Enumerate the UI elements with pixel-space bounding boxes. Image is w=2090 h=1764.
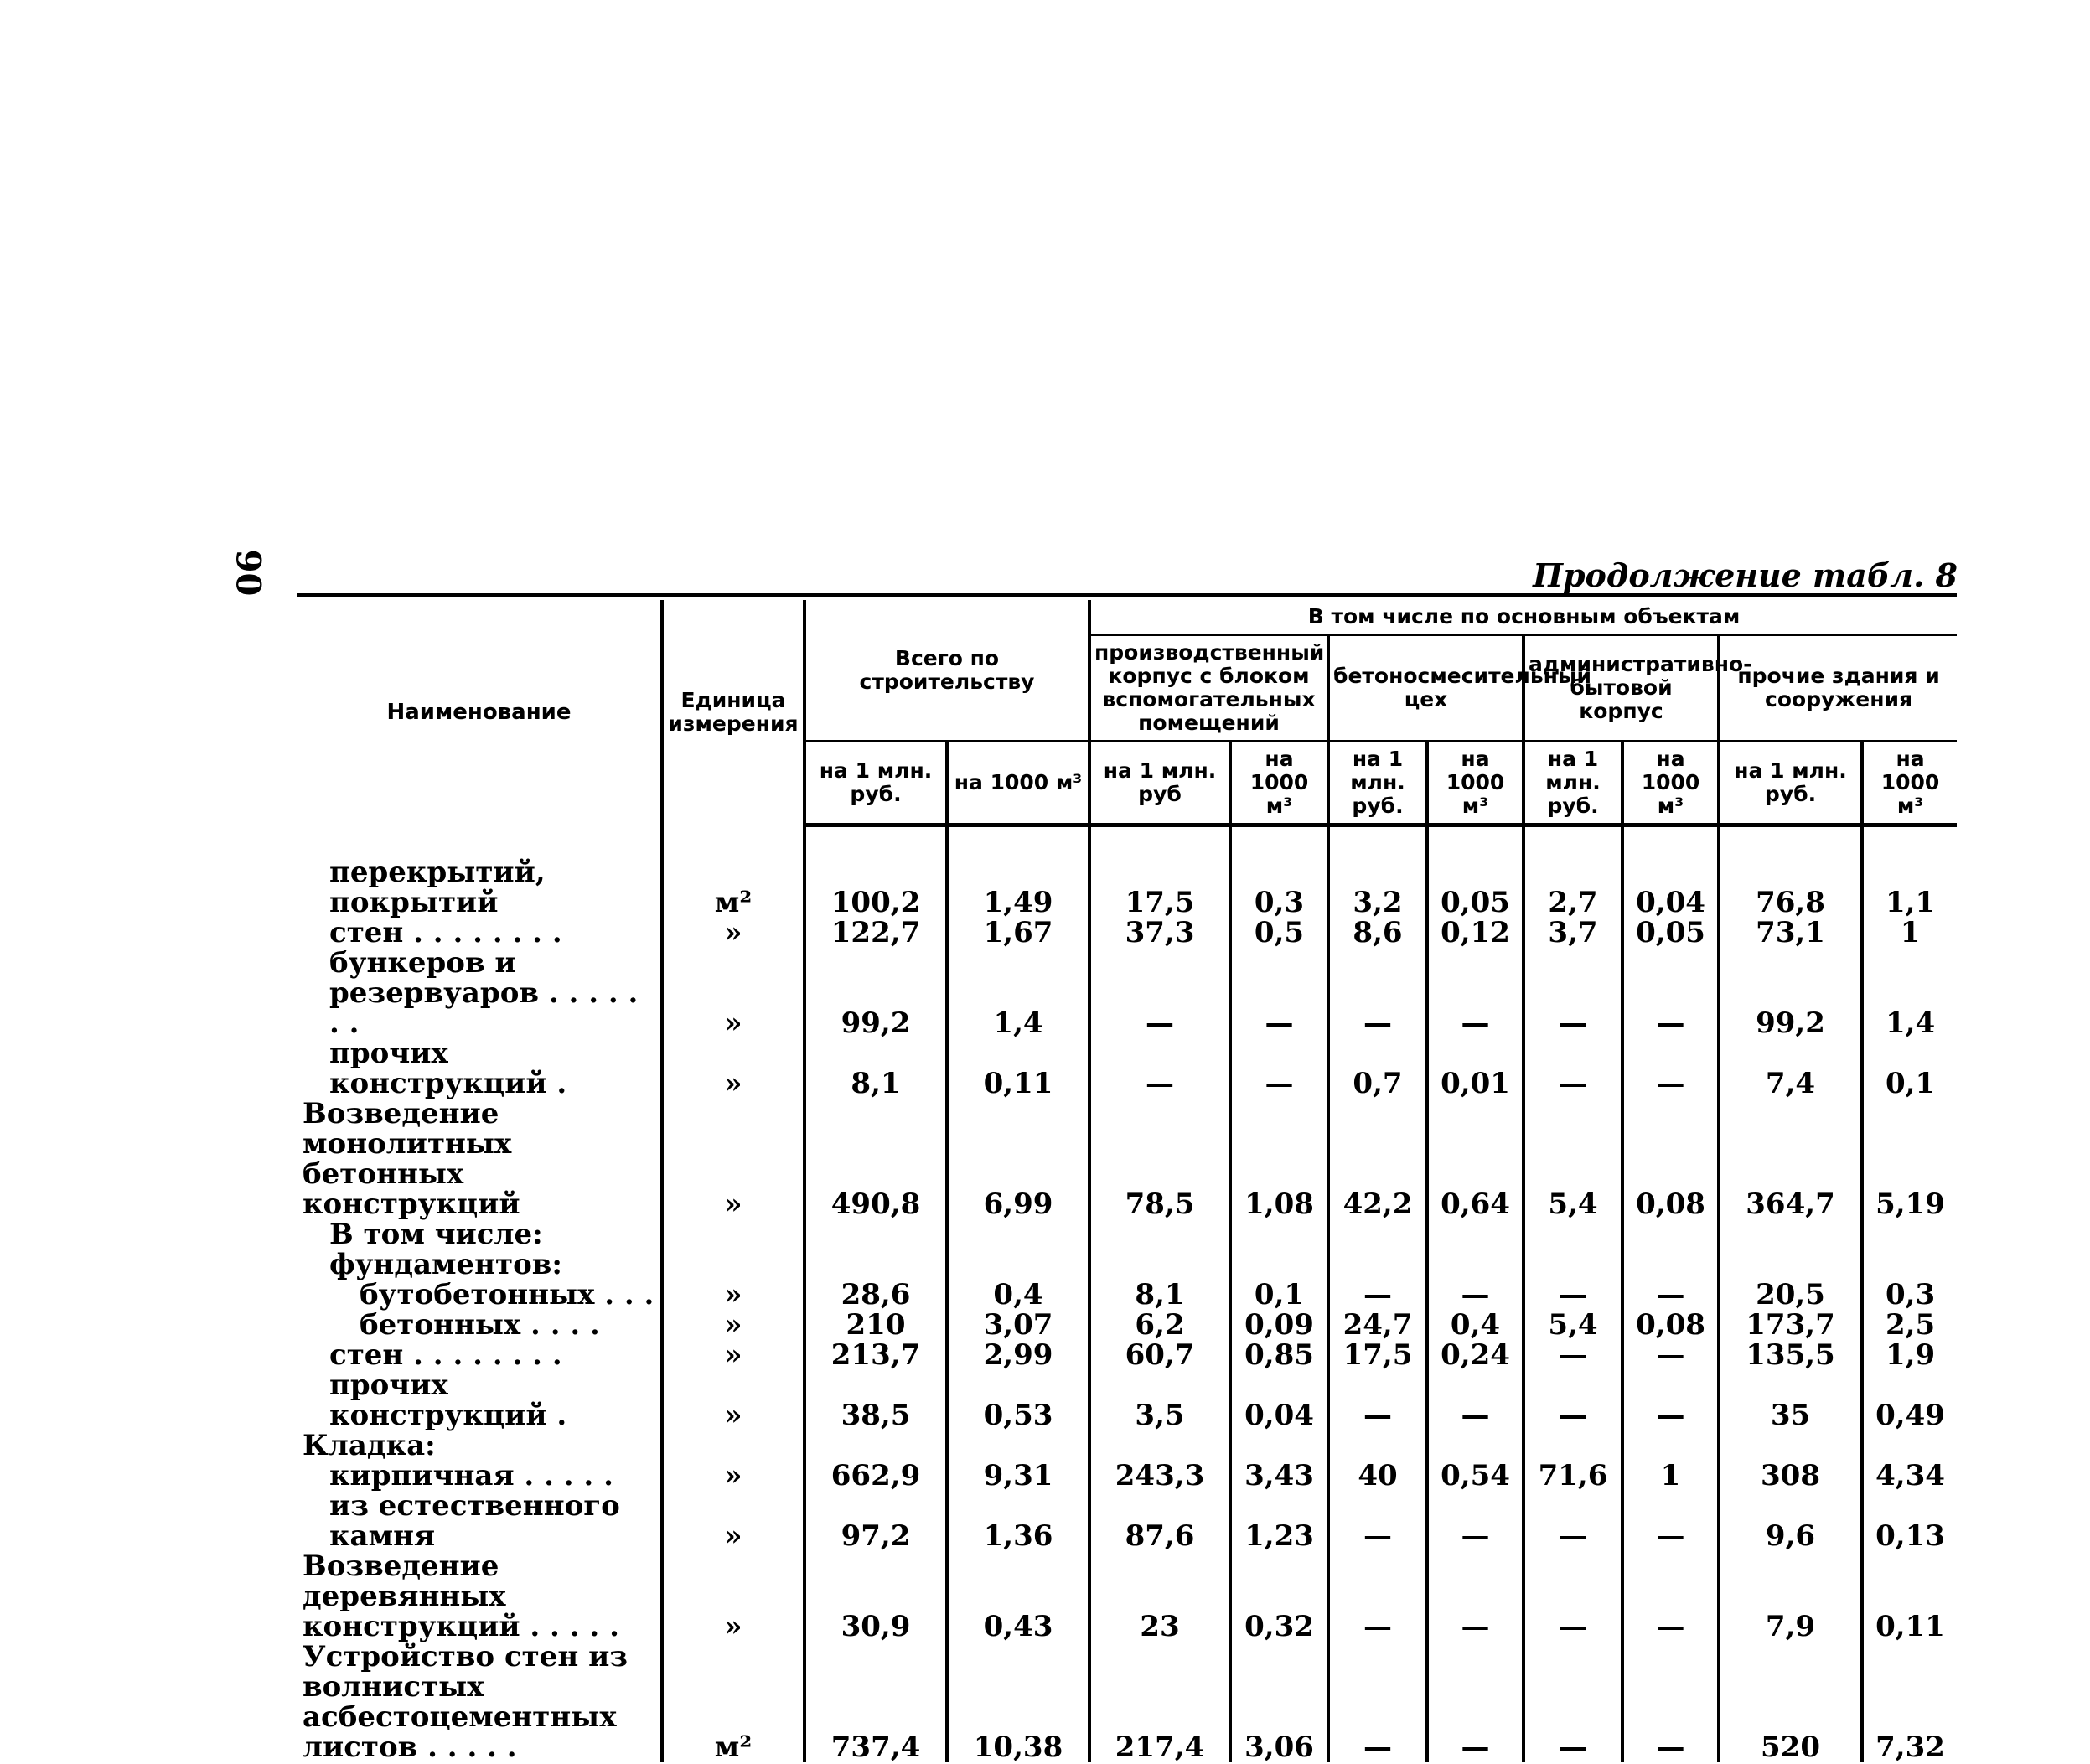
row-value bbox=[1862, 1430, 1957, 1461]
row-value bbox=[1328, 1430, 1427, 1461]
row-value: 3,06 bbox=[1230, 1642, 1328, 1762]
row-value: — bbox=[1622, 1340, 1719, 1370]
row-value: 210 bbox=[804, 1310, 947, 1340]
table-row bbox=[297, 1280, 1957, 1310]
row-value: — bbox=[1427, 1642, 1524, 1762]
row-value: 1,23 bbox=[1230, 1491, 1328, 1551]
row-value: 0,53 bbox=[947, 1370, 1089, 1430]
row-value: 28,6 bbox=[804, 1280, 947, 1310]
header-o3-per-mln: на 1 млн. руб. bbox=[1524, 742, 1622, 825]
row-value: 30,9 bbox=[804, 1551, 947, 1642]
row-value: 662,9 bbox=[804, 1461, 947, 1491]
row-value bbox=[1622, 1219, 1719, 1249]
header-object-concrete: бетоносмесительный цех bbox=[1328, 635, 1524, 742]
header-unit: Единица измерения bbox=[662, 600, 804, 825]
table-row bbox=[297, 1099, 1957, 1219]
row-value: 0,3 bbox=[1230, 825, 1328, 918]
row-value bbox=[1089, 1249, 1230, 1280]
row-value: 0,1 bbox=[1230, 1280, 1328, 1310]
row-value: 0,04 bbox=[1622, 825, 1719, 918]
row-value: 308 bbox=[1719, 1461, 1862, 1491]
row-value: — bbox=[1622, 1370, 1719, 1430]
row-value: — bbox=[1427, 1551, 1524, 1642]
row-value: — bbox=[1089, 1038, 1230, 1099]
row-value: 213,7 bbox=[804, 1340, 947, 1370]
row-value: 10,38 bbox=[947, 1642, 1089, 1762]
row-value bbox=[804, 1430, 947, 1461]
row-value: 3,2 bbox=[1328, 825, 1427, 918]
row-unit: » bbox=[662, 1551, 804, 1642]
row-value bbox=[1622, 1249, 1719, 1280]
row-value: 135,5 bbox=[1719, 1340, 1862, 1370]
table-row bbox=[297, 1461, 1957, 1491]
row-unit: » bbox=[662, 1461, 804, 1491]
row-value: 7,4 bbox=[1719, 1038, 1862, 1099]
row-value: 37,3 bbox=[1089, 918, 1230, 948]
table-row bbox=[297, 1249, 1957, 1280]
table-row bbox=[297, 1642, 1957, 1762]
row-name: В том числе: bbox=[329, 1217, 543, 1251]
row-value: 1,4 bbox=[1862, 948, 1957, 1038]
row-value: 1,67 bbox=[947, 918, 1089, 948]
header-total: Всего по строительству bbox=[804, 600, 1089, 742]
row-value: 0,24 bbox=[1427, 1340, 1524, 1370]
row-value: 0,1 bbox=[1862, 1038, 1957, 1099]
row-value: 0,04 bbox=[1230, 1370, 1328, 1430]
row-value: — bbox=[1328, 1280, 1427, 1310]
row-value: 99,2 bbox=[1719, 948, 1862, 1038]
row-value: 0,3 bbox=[1862, 1280, 1957, 1310]
table-row bbox=[297, 1340, 1957, 1370]
row-value: 217,4 bbox=[1089, 1642, 1230, 1762]
row-value: — bbox=[1328, 1642, 1427, 1762]
row-value: 5,4 bbox=[1524, 1310, 1622, 1340]
header-o2-per-1000: на 1000 м³ bbox=[1427, 742, 1524, 825]
row-value bbox=[804, 1219, 947, 1249]
header-object-admin: административно-бытовой корпус bbox=[1524, 635, 1719, 742]
row-value: 2,5 bbox=[1862, 1310, 1957, 1340]
row-unit: » bbox=[662, 1340, 804, 1370]
row-value bbox=[1524, 1249, 1622, 1280]
row-name: бутобетонных . . . bbox=[360, 1277, 654, 1311]
row-value bbox=[1230, 1219, 1328, 1249]
row-value: 0,7 bbox=[1328, 1038, 1427, 1099]
row-value: 0,11 bbox=[947, 1038, 1089, 1099]
row-value: 0,09 bbox=[1230, 1310, 1328, 1340]
row-value: 2,99 bbox=[947, 1340, 1089, 1370]
page-number: 90 bbox=[228, 549, 268, 597]
row-value: 1 bbox=[1622, 1461, 1719, 1491]
row-name: бункеров и резервуаров . . . . . . . bbox=[329, 945, 639, 1040]
row-value: 0,4 bbox=[947, 1280, 1089, 1310]
header-total-per-1000: на 1000 м³ bbox=[947, 742, 1089, 825]
row-value: 0,05 bbox=[1622, 918, 1719, 948]
row-value bbox=[1230, 1430, 1328, 1461]
header-o2-per-mln: на 1 млн. руб. bbox=[1328, 742, 1427, 825]
row-value bbox=[1719, 1430, 1862, 1461]
table-row bbox=[297, 1491, 1957, 1551]
row-value: 3,5 bbox=[1089, 1370, 1230, 1430]
row-value: 1,49 bbox=[947, 825, 1089, 918]
row-value: 4,34 bbox=[1862, 1461, 1957, 1491]
row-value bbox=[1089, 1430, 1230, 1461]
table-row bbox=[297, 825, 1957, 918]
row-value: 35 bbox=[1719, 1370, 1862, 1430]
row-value: 2,7 bbox=[1524, 825, 1622, 918]
row-unit: м² bbox=[662, 825, 804, 918]
table-row bbox=[297, 948, 1957, 1038]
row-value: — bbox=[1622, 1551, 1719, 1642]
row-value: 0,08 bbox=[1622, 1310, 1719, 1340]
row-value: 9,6 bbox=[1719, 1491, 1862, 1551]
row-value: — bbox=[1622, 948, 1719, 1038]
row-name: Устройство стен из волнистых асбестоцементных листов . . . . . bbox=[303, 1639, 628, 1764]
row-value: 1,36 bbox=[947, 1491, 1089, 1551]
table-row bbox=[297, 1038, 1957, 1099]
row-value: 6,99 bbox=[947, 1099, 1089, 1219]
row-value: — bbox=[1427, 1370, 1524, 1430]
row-value: 38,5 bbox=[804, 1370, 947, 1430]
row-value: 24,7 bbox=[1328, 1310, 1427, 1340]
table-row bbox=[297, 1551, 1957, 1642]
table-header bbox=[297, 600, 1957, 825]
row-value: — bbox=[1524, 1642, 1622, 1762]
row-value: 73,1 bbox=[1719, 918, 1862, 948]
row-value: 173,7 bbox=[1719, 1310, 1862, 1340]
row-value: 0,5 bbox=[1230, 918, 1328, 948]
row-value: 76,8 bbox=[1719, 825, 1862, 918]
header-including: В том числе по основным объектам bbox=[1089, 600, 1957, 635]
row-value: 1 bbox=[1862, 918, 1957, 948]
row-value: — bbox=[1427, 1280, 1524, 1310]
row-unit: » bbox=[662, 1280, 804, 1310]
row-value: 737,4 bbox=[804, 1642, 947, 1762]
header-object-other: прочие здания и сооружения bbox=[1719, 635, 1957, 742]
row-name: перекрытий, покрытий bbox=[329, 855, 546, 919]
row-value: 100,2 bbox=[804, 825, 947, 918]
row-value: 8,6 bbox=[1328, 918, 1427, 948]
row-value: 122,7 bbox=[804, 918, 947, 948]
row-value: 490,8 bbox=[804, 1099, 947, 1219]
continuation-caption: Продолжение табл. 8 bbox=[1533, 556, 1958, 594]
row-value bbox=[1862, 1219, 1957, 1249]
row-name: стен . . . . . . . . bbox=[329, 1337, 562, 1372]
row-value: 0,4 bbox=[1427, 1310, 1524, 1340]
row-value: 0,12 bbox=[1427, 918, 1524, 948]
row-unit: » bbox=[662, 948, 804, 1038]
header-o1-per-mln: на 1 млн. руб bbox=[1089, 742, 1230, 825]
row-value bbox=[947, 1219, 1089, 1249]
top-rule bbox=[297, 593, 1957, 597]
row-value: 17,5 bbox=[1328, 1340, 1427, 1370]
row-value: 8,1 bbox=[1089, 1280, 1230, 1310]
row-value: 3,7 bbox=[1524, 918, 1622, 948]
row-value: 97,2 bbox=[804, 1491, 947, 1551]
row-value bbox=[1719, 1219, 1862, 1249]
row-value: 7,9 bbox=[1719, 1551, 1862, 1642]
row-value bbox=[1328, 1249, 1427, 1280]
row-value: — bbox=[1524, 1280, 1622, 1310]
row-value: — bbox=[1230, 948, 1328, 1038]
row-value bbox=[1622, 1430, 1719, 1461]
row-value: 87,6 bbox=[1089, 1491, 1230, 1551]
row-value: 364,7 bbox=[1719, 1099, 1862, 1219]
row-value: 17,5 bbox=[1089, 825, 1230, 918]
row-value: — bbox=[1524, 1038, 1622, 1099]
row-value bbox=[1089, 1219, 1230, 1249]
row-value: 60,7 bbox=[1089, 1340, 1230, 1370]
row-value: — bbox=[1622, 1491, 1719, 1551]
table-row bbox=[297, 1370, 1957, 1430]
row-value: 0,54 bbox=[1427, 1461, 1524, 1491]
row-value: 520 bbox=[1719, 1642, 1862, 1762]
table-row bbox=[297, 1219, 1957, 1249]
row-name: кирпичная . . . . . bbox=[329, 1458, 613, 1492]
row-value: — bbox=[1427, 948, 1524, 1038]
row-unit bbox=[662, 1430, 804, 1461]
row-value bbox=[1524, 1219, 1622, 1249]
row-value: 7,32 bbox=[1862, 1642, 1957, 1762]
header-o1-per-1000: на 1000 м³ bbox=[1230, 742, 1328, 825]
header-o4-per-mln: на 1 млн. руб. bbox=[1719, 742, 1862, 825]
header-o3-per-1000: на 1000 м³ bbox=[1622, 742, 1719, 825]
row-value: — bbox=[1524, 1370, 1622, 1430]
row-value: 3,43 bbox=[1230, 1461, 1328, 1491]
row-unit: » bbox=[662, 1099, 804, 1219]
row-unit: » bbox=[662, 1310, 804, 1340]
row-value bbox=[1719, 1249, 1862, 1280]
row-value: 0,01 bbox=[1427, 1038, 1524, 1099]
table-row bbox=[297, 918, 1957, 948]
row-value: 40 bbox=[1328, 1461, 1427, 1491]
row-name: Возведение деревянных конструкций . . . . . bbox=[303, 1549, 619, 1643]
row-value: — bbox=[1622, 1280, 1719, 1310]
row-name: прочих конструкций . bbox=[329, 1036, 567, 1100]
row-value: 78,5 bbox=[1089, 1099, 1230, 1219]
row-value: 0,64 bbox=[1427, 1099, 1524, 1219]
row-value: 1,4 bbox=[947, 948, 1089, 1038]
row-unit bbox=[662, 1249, 804, 1280]
row-value bbox=[1524, 1430, 1622, 1461]
row-unit: » bbox=[662, 1038, 804, 1099]
row-name: Возведение монолитных бетонных конструкций bbox=[303, 1096, 520, 1221]
row-unit bbox=[662, 1219, 804, 1249]
row-name: прочих конструкций . bbox=[329, 1368, 567, 1432]
row-value: 23 bbox=[1089, 1551, 1230, 1642]
row-value: — bbox=[1089, 948, 1230, 1038]
row-value: — bbox=[1524, 1551, 1622, 1642]
row-value: 0,85 bbox=[1230, 1340, 1328, 1370]
row-value: 0,49 bbox=[1862, 1370, 1957, 1430]
row-unit: » bbox=[662, 918, 804, 948]
row-value bbox=[947, 1430, 1089, 1461]
row-value: — bbox=[1524, 1340, 1622, 1370]
row-unit: » bbox=[662, 1491, 804, 1551]
row-value bbox=[1230, 1249, 1328, 1280]
row-value: 0,13 bbox=[1862, 1491, 1957, 1551]
row-value bbox=[947, 1249, 1089, 1280]
row-value: — bbox=[1230, 1038, 1328, 1099]
table-body bbox=[297, 825, 1957, 1762]
row-value bbox=[1427, 1430, 1524, 1461]
row-value: — bbox=[1328, 1551, 1427, 1642]
row-value: — bbox=[1328, 1370, 1427, 1430]
row-name: фундаментов: bbox=[329, 1247, 562, 1281]
row-value: 0,08 bbox=[1622, 1099, 1719, 1219]
row-value: — bbox=[1622, 1642, 1719, 1762]
row-unit: м² bbox=[662, 1642, 804, 1762]
row-value: 9,31 bbox=[947, 1461, 1089, 1491]
row-value: 0,11 bbox=[1862, 1551, 1957, 1642]
table-row bbox=[297, 1310, 1957, 1340]
row-value: 0,43 bbox=[947, 1551, 1089, 1642]
row-value: 1,08 bbox=[1230, 1099, 1328, 1219]
row-value bbox=[1862, 1249, 1957, 1280]
row-value: 99,2 bbox=[804, 948, 947, 1038]
row-value: 5,4 bbox=[1524, 1099, 1622, 1219]
row-value: 243,3 bbox=[1089, 1461, 1230, 1491]
header-name: Наименование bbox=[386, 699, 572, 725]
row-value: 3,07 bbox=[947, 1310, 1089, 1340]
row-value bbox=[1427, 1219, 1524, 1249]
row-unit: » bbox=[662, 1370, 804, 1430]
row-value: 0,32 bbox=[1230, 1551, 1328, 1642]
row-name: Кладка: bbox=[303, 1428, 436, 1462]
row-value: 1,1 bbox=[1862, 825, 1957, 918]
row-value: — bbox=[1524, 948, 1622, 1038]
row-value: 8,1 bbox=[804, 1038, 947, 1099]
data-table bbox=[297, 600, 1957, 1762]
header-total-per-mln: на 1 млн. руб. bbox=[804, 742, 947, 825]
row-value: 6,2 bbox=[1089, 1310, 1230, 1340]
table-row bbox=[297, 1430, 1957, 1461]
row-value bbox=[1427, 1249, 1524, 1280]
row-value: 42,2 bbox=[1328, 1099, 1427, 1219]
row-name: стен . . . . . . . . bbox=[329, 915, 562, 949]
row-value bbox=[1328, 1219, 1427, 1249]
row-value: 71,6 bbox=[1524, 1461, 1622, 1491]
row-value: — bbox=[1524, 1491, 1622, 1551]
row-value: — bbox=[1328, 948, 1427, 1038]
header-o4-per-1000: на 1000 м³ bbox=[1862, 742, 1957, 825]
row-value: 20,5 bbox=[1719, 1280, 1862, 1310]
row-value: 0,05 bbox=[1427, 825, 1524, 918]
row-name: бетонных . . . . bbox=[360, 1307, 600, 1342]
row-value: — bbox=[1622, 1038, 1719, 1099]
row-value: 1,9 bbox=[1862, 1340, 1957, 1370]
header-object-production: производственный корпус с блоком вспомогательных помещений bbox=[1089, 635, 1328, 742]
row-value: 5,19 bbox=[1862, 1099, 1957, 1219]
row-value bbox=[804, 1249, 947, 1280]
row-value: — bbox=[1328, 1491, 1427, 1551]
row-name: из естественного камня bbox=[329, 1488, 620, 1553]
row-value: — bbox=[1427, 1491, 1524, 1551]
